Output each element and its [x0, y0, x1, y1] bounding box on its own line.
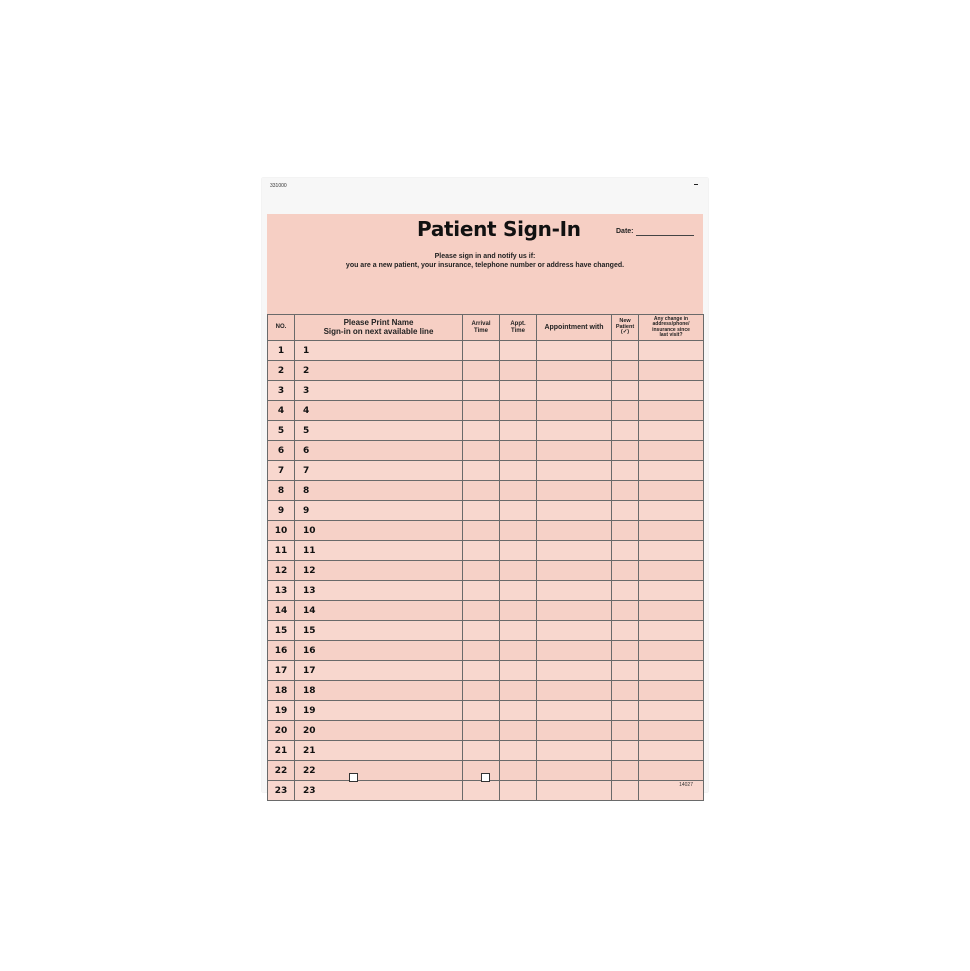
- new-patient-checkbox[interactable]: [612, 721, 639, 741]
- name-line-number: 6: [303, 445, 310, 456]
- appt-time-field[interactable]: [500, 461, 537, 481]
- name-line-number: 5: [303, 425, 310, 436]
- column-header-change-line4: last visit?: [659, 331, 683, 338]
- arrival-time-field[interactable]: [463, 721, 500, 741]
- table-row: [268, 421, 704, 441]
- arrival-time-field[interactable]: [463, 701, 500, 721]
- table-row: [268, 521, 704, 541]
- table-row: [268, 621, 704, 641]
- appointment-with-field[interactable]: [537, 581, 612, 601]
- name-line-number: 3: [303, 385, 310, 396]
- row-number: 21: [268, 741, 295, 761]
- name-line-number: 23: [303, 785, 316, 796]
- appointment-with-field[interactable]: [537, 781, 612, 801]
- form-code-top: 331000: [270, 183, 287, 189]
- column-header-new-line1: New: [619, 317, 631, 324]
- arrival-time-field[interactable]: [463, 341, 500, 361]
- appt-time-field[interactable]: [500, 761, 537, 781]
- column-header-arrival-line1: Arrival: [471, 321, 491, 328]
- arrival-time-field[interactable]: [463, 521, 500, 541]
- name-line-number: 17: [303, 665, 316, 676]
- date-label: Date:: [616, 228, 634, 235]
- page-title: Patient Sign-In: [417, 217, 581, 241]
- name-line-number: 20: [303, 725, 316, 736]
- arrival-time-field[interactable]: [463, 401, 500, 421]
- any-change-field[interactable]: [639, 361, 704, 381]
- name-line-number: 22: [303, 765, 316, 776]
- appt-time-field[interactable]: [500, 561, 537, 581]
- new-patient-checkbox[interactable]: [612, 501, 639, 521]
- table-row: [268, 741, 704, 761]
- name-line-number: 19: [303, 705, 316, 716]
- appointment-with-field[interactable]: [537, 761, 612, 781]
- arrival-time-field[interactable]: [463, 461, 500, 481]
- appointment-with-field[interactable]: [537, 641, 612, 661]
- appt-time-field[interactable]: [500, 601, 537, 621]
- any-change-field[interactable]: [639, 401, 704, 421]
- table-header-row: [268, 315, 704, 341]
- appointment-with-field[interactable]: [537, 621, 612, 641]
- appointment-with-field[interactable]: [537, 541, 612, 561]
- appt-time-field[interactable]: [500, 361, 537, 381]
- row-number: 6: [268, 441, 295, 461]
- row-number: 11: [268, 541, 295, 561]
- arrival-time-field[interactable]: [463, 501, 500, 521]
- row-number: 17: [268, 661, 295, 681]
- new-patient-checkbox[interactable]: [612, 741, 639, 761]
- arrival-time-field[interactable]: [463, 641, 500, 661]
- any-change-field[interactable]: [639, 721, 704, 741]
- name-field[interactable]: [295, 701, 463, 721]
- column-header-appointment-with: [537, 315, 612, 341]
- row-number: 9: [268, 501, 295, 521]
- table-row: [268, 561, 704, 581]
- new-patient-checkbox[interactable]: [612, 681, 639, 701]
- appt-time-field[interactable]: [500, 541, 537, 561]
- row-number: 23: [268, 781, 295, 801]
- any-change-field[interactable]: [639, 661, 704, 681]
- table-row: [268, 781, 704, 801]
- name-field[interactable]: [295, 521, 463, 541]
- new-patient-checkbox[interactable]: [612, 701, 639, 721]
- name-line-number: 8: [303, 485, 310, 496]
- any-change-field[interactable]: [639, 541, 704, 561]
- name-field[interactable]: [295, 501, 463, 521]
- table-row: [268, 661, 704, 681]
- appointment-with-field[interactable]: [537, 401, 612, 421]
- column-header-any-change: [639, 315, 704, 341]
- column-header-new-patient: [612, 315, 639, 341]
- name-field[interactable]: [295, 561, 463, 581]
- name-line-number: 13: [303, 585, 316, 596]
- appointment-with-field[interactable]: [537, 421, 612, 441]
- table-row: [268, 541, 704, 561]
- name-field[interactable]: [295, 401, 463, 421]
- arrival-time-field[interactable]: [463, 681, 500, 701]
- name-field[interactable]: [295, 541, 463, 561]
- appt-time-field[interactable]: [500, 441, 537, 461]
- any-change-field[interactable]: [639, 461, 704, 481]
- new-patient-checkbox[interactable]: [612, 641, 639, 661]
- name-line-number: 15: [303, 625, 316, 636]
- column-header-arrival-time: [463, 315, 500, 341]
- any-change-field[interactable]: [639, 601, 704, 621]
- row-number: 7: [268, 461, 295, 481]
- appointment-with-field[interactable]: [537, 341, 612, 361]
- hole-checkbox-right: [481, 773, 490, 782]
- name-field[interactable]: [295, 461, 463, 481]
- arrival-time-field[interactable]: [463, 781, 500, 801]
- arrival-time-field[interactable]: [463, 441, 500, 461]
- name-line-number: 2: [303, 365, 310, 376]
- instruction-line-2: you are a new patient, your insurance, telephone number or address have changed.: [345, 262, 625, 269]
- table-row: [268, 601, 704, 621]
- any-change-field[interactable]: [639, 561, 704, 581]
- name-field[interactable]: [295, 661, 463, 681]
- name-field[interactable]: [295, 681, 463, 701]
- appt-time-field[interactable]: [500, 661, 537, 681]
- table-row: [268, 341, 704, 361]
- column-header-appt-line2: Time: [511, 327, 525, 334]
- row-number: 5: [268, 421, 295, 441]
- appointment-with-field[interactable]: [537, 481, 612, 501]
- name-line-number: 12: [303, 565, 316, 576]
- arrival-time-field[interactable]: [463, 481, 500, 501]
- name-field[interactable]: [295, 621, 463, 641]
- column-header-change-line3: insurance since: [652, 326, 690, 333]
- name-line-number: 16: [303, 645, 316, 656]
- sign-in-table: [267, 314, 704, 801]
- any-change-field[interactable]: [639, 481, 704, 501]
- row-number: 19: [268, 701, 295, 721]
- name-field[interactable]: [295, 361, 463, 381]
- new-patient-checkbox[interactable]: [612, 761, 639, 781]
- any-change-field[interactable]: [639, 741, 704, 761]
- new-patient-checkbox[interactable]: [612, 341, 639, 361]
- table-row: [268, 361, 704, 381]
- column-header-new-line2: Patient: [615, 323, 635, 330]
- sign-in-sheet: [262, 178, 708, 796]
- appt-time-field[interactable]: [500, 341, 537, 361]
- new-patient-checkbox[interactable]: [612, 461, 639, 481]
- column-header-appt-time: [500, 315, 537, 341]
- arrival-time-field[interactable]: [463, 381, 500, 401]
- table-row: [268, 681, 704, 701]
- new-patient-checkbox[interactable]: [612, 541, 639, 561]
- row-number: 16: [268, 641, 295, 661]
- name-field[interactable]: [295, 601, 463, 621]
- table-body: [268, 341, 704, 801]
- any-change-field[interactable]: [639, 761, 704, 781]
- new-patient-checkbox[interactable]: [612, 561, 639, 581]
- name-line-number: 9: [303, 505, 310, 516]
- name-line-number: 18: [303, 685, 316, 696]
- column-header-name-line1: Please Print Name: [343, 318, 414, 328]
- row-number: 15: [268, 621, 295, 641]
- row-number: 2: [268, 361, 295, 381]
- appt-time-field[interactable]: [500, 681, 537, 701]
- arrival-time-field[interactable]: [463, 421, 500, 441]
- appointment-with-field[interactable]: [537, 721, 612, 741]
- column-header-change-line1: Any change in: [653, 316, 689, 322]
- arrival-time-field[interactable]: [463, 361, 500, 381]
- hole-checkbox-left: [349, 773, 358, 782]
- column-header-no: NO.: [268, 315, 295, 341]
- arrival-time-field[interactable]: [463, 661, 500, 681]
- appointment-with-field[interactable]: [537, 361, 612, 381]
- new-patient-checkbox[interactable]: [612, 621, 639, 641]
- form-panel: [267, 214, 703, 796]
- table-row: [268, 501, 704, 521]
- appointment-with-field[interactable]: [537, 661, 612, 681]
- new-patient-checkbox[interactable]: [612, 421, 639, 441]
- name-line-number: 21: [303, 745, 316, 756]
- arrival-time-field[interactable]: [463, 541, 500, 561]
- appointment-with-field[interactable]: [537, 741, 612, 761]
- appt-time-field[interactable]: [500, 501, 537, 521]
- new-patient-checkbox[interactable]: [612, 361, 639, 381]
- name-field[interactable]: [295, 721, 463, 741]
- appointment-with-field[interactable]: [537, 501, 612, 521]
- table-row: [268, 381, 704, 401]
- name-line-number: 10: [303, 525, 316, 536]
- column-header-appointment-with-label: Appointment with: [544, 323, 604, 331]
- arrival-time-field[interactable]: [463, 621, 500, 641]
- appt-time-field[interactable]: [500, 621, 537, 641]
- any-change-field[interactable]: [639, 441, 704, 461]
- arrival-time-field[interactable]: [463, 581, 500, 601]
- column-header-name-line2: Sign-in on next available line: [323, 326, 434, 336]
- name-field[interactable]: [295, 381, 463, 401]
- name-field[interactable]: [295, 441, 463, 461]
- date-field[interactable]: [636, 235, 694, 236]
- name-line-number: 11: [303, 545, 316, 556]
- table-row: [268, 641, 704, 661]
- appointment-with-field[interactable]: [537, 561, 612, 581]
- name-field[interactable]: [295, 481, 463, 501]
- appointment-with-field[interactable]: [537, 681, 612, 701]
- new-patient-checkbox[interactable]: [612, 781, 639, 801]
- table-row: [268, 721, 704, 741]
- table-row: [268, 401, 704, 421]
- any-change-field[interactable]: [639, 621, 704, 641]
- name-field[interactable]: [295, 761, 463, 781]
- any-change-field[interactable]: [639, 641, 704, 661]
- appt-time-field[interactable]: [500, 641, 537, 661]
- appt-time-field[interactable]: [500, 721, 537, 741]
- name-field[interactable]: [295, 641, 463, 661]
- any-change-field[interactable]: [639, 701, 704, 721]
- row-number: 20: [268, 721, 295, 741]
- name-line-number: 1: [303, 345, 310, 356]
- column-header-arrival-line2: Time: [474, 327, 488, 334]
- table-row: [268, 481, 704, 501]
- appt-time-field[interactable]: [500, 481, 537, 501]
- appointment-with-field[interactable]: [537, 601, 612, 621]
- any-change-field[interactable]: [639, 381, 704, 401]
- appt-time-field[interactable]: [500, 381, 537, 401]
- instruction-line-1: Please sign in and notify us if:: [434, 253, 536, 260]
- new-patient-checkbox[interactable]: [612, 661, 639, 681]
- appointment-with-field[interactable]: [537, 381, 612, 401]
- row-number: 10: [268, 521, 295, 541]
- any-change-field[interactable]: [639, 341, 704, 361]
- name-field[interactable]: [295, 341, 463, 361]
- row-number: 18: [268, 681, 295, 701]
- new-patient-checkbox[interactable]: [612, 441, 639, 461]
- any-change-field[interactable]: [639, 581, 704, 601]
- row-number: 8: [268, 481, 295, 501]
- name-line-number: 14: [303, 605, 316, 616]
- row-number: 1: [268, 341, 295, 361]
- row-number: 14: [268, 601, 295, 621]
- any-change-field[interactable]: [639, 781, 704, 801]
- table-row: [268, 581, 704, 601]
- column-header-name: [295, 315, 463, 341]
- row-number: 22: [268, 761, 295, 781]
- column-header-change-line2: address/phone/: [652, 321, 690, 328]
- name-line-number: 7: [303, 465, 310, 476]
- table-row: [268, 441, 704, 461]
- appointment-with-field[interactable]: [537, 461, 612, 481]
- name-field[interactable]: [295, 581, 463, 601]
- row-number: 12: [268, 561, 295, 581]
- any-change-field[interactable]: [639, 681, 704, 701]
- new-patient-checkbox[interactable]: [612, 401, 639, 421]
- column-header-appt-line1: Appt.: [510, 321, 526, 328]
- name-line-number: 4: [303, 405, 310, 416]
- new-patient-checkbox[interactable]: [612, 481, 639, 501]
- appointment-with-field[interactable]: [537, 701, 612, 721]
- appointment-with-field[interactable]: [537, 441, 612, 461]
- appt-time-field[interactable]: [500, 781, 537, 801]
- table-row: [268, 461, 704, 481]
- column-header-new-line3: (✓): [620, 329, 630, 336]
- row-number: 4: [268, 401, 295, 421]
- appt-time-field[interactable]: [500, 521, 537, 541]
- table-row: [268, 701, 704, 721]
- appt-time-field[interactable]: [500, 401, 537, 421]
- appt-time-field[interactable]: [500, 741, 537, 761]
- appt-time-field[interactable]: [500, 581, 537, 601]
- row-number: 13: [268, 581, 295, 601]
- any-change-field[interactable]: [639, 421, 704, 441]
- new-patient-checkbox[interactable]: [612, 521, 639, 541]
- form-code-bottom: 14027: [679, 782, 693, 788]
- new-patient-checkbox[interactable]: [612, 581, 639, 601]
- new-patient-checkbox[interactable]: [612, 601, 639, 621]
- appt-time-field[interactable]: [500, 421, 537, 441]
- name-field[interactable]: [295, 741, 463, 761]
- appt-time-field[interactable]: [500, 701, 537, 721]
- arrival-time-field[interactable]: [463, 601, 500, 621]
- name-field[interactable]: [295, 781, 463, 801]
- arrival-time-field[interactable]: [463, 741, 500, 761]
- any-change-field[interactable]: [639, 521, 704, 541]
- row-number: 3: [268, 381, 295, 401]
- appointment-with-field[interactable]: [537, 521, 612, 541]
- new-patient-checkbox[interactable]: [612, 381, 639, 401]
- name-field[interactable]: [295, 421, 463, 441]
- any-change-field[interactable]: [639, 501, 704, 521]
- arrival-time-field[interactable]: [463, 561, 500, 581]
- corner-mark: [694, 184, 698, 185]
